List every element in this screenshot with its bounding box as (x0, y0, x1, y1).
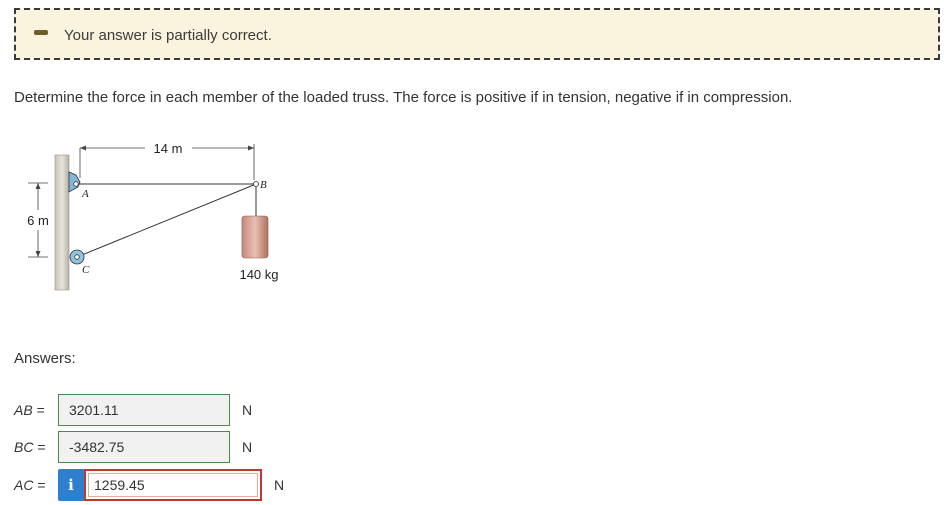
answer-label-ac: AC = (14, 477, 46, 493)
label-a: A (82, 188, 89, 200)
dim-vertical-label: 6 m (27, 213, 49, 228)
label-c: C (82, 264, 90, 276)
label-b: B (260, 179, 267, 191)
answer-input-ab[interactable]: 3201.11 (58, 394, 230, 426)
answer-label-ab: AB = (14, 402, 45, 418)
answer-row-ac (14, 469, 304, 501)
member-name-ac: AC (14, 477, 34, 493)
answer-label-bc: BC = (14, 439, 46, 455)
hanging-mass (242, 216, 268, 258)
answer-row-ab (14, 394, 274, 426)
answer-unit-bc: N (242, 439, 253, 455)
member-name-bc: BC (14, 439, 34, 455)
wall-shape (55, 155, 69, 290)
answer-input-bc[interactable]: -3482.75 (58, 431, 230, 463)
partial-credit-icon (34, 30, 48, 35)
joint-b (254, 182, 259, 187)
answer-value-ac: 1259.45 (94, 477, 145, 493)
answer-unit-ab: N (242, 402, 253, 418)
feedback-banner (14, 8, 940, 60)
answer-row-bc (14, 431, 274, 463)
question-text: Determine the force in each member of the loaded truss. The force is positive if in tension, negative if in compression. (14, 89, 793, 106)
answer-input-ac[interactable] (84, 469, 262, 501)
member-name-ab: AB (14, 402, 33, 418)
dim-horizontal-label: 14 m (153, 141, 183, 156)
info-icon[interactable]: i (58, 469, 84, 501)
truss-figure (20, 130, 290, 320)
feedback-message: Your answer is partially correct. (64, 27, 272, 44)
answer-unit-ac: N (274, 477, 285, 493)
load-label: 140 kg (239, 267, 279, 282)
answers-heading: Answers: (14, 350, 76, 367)
